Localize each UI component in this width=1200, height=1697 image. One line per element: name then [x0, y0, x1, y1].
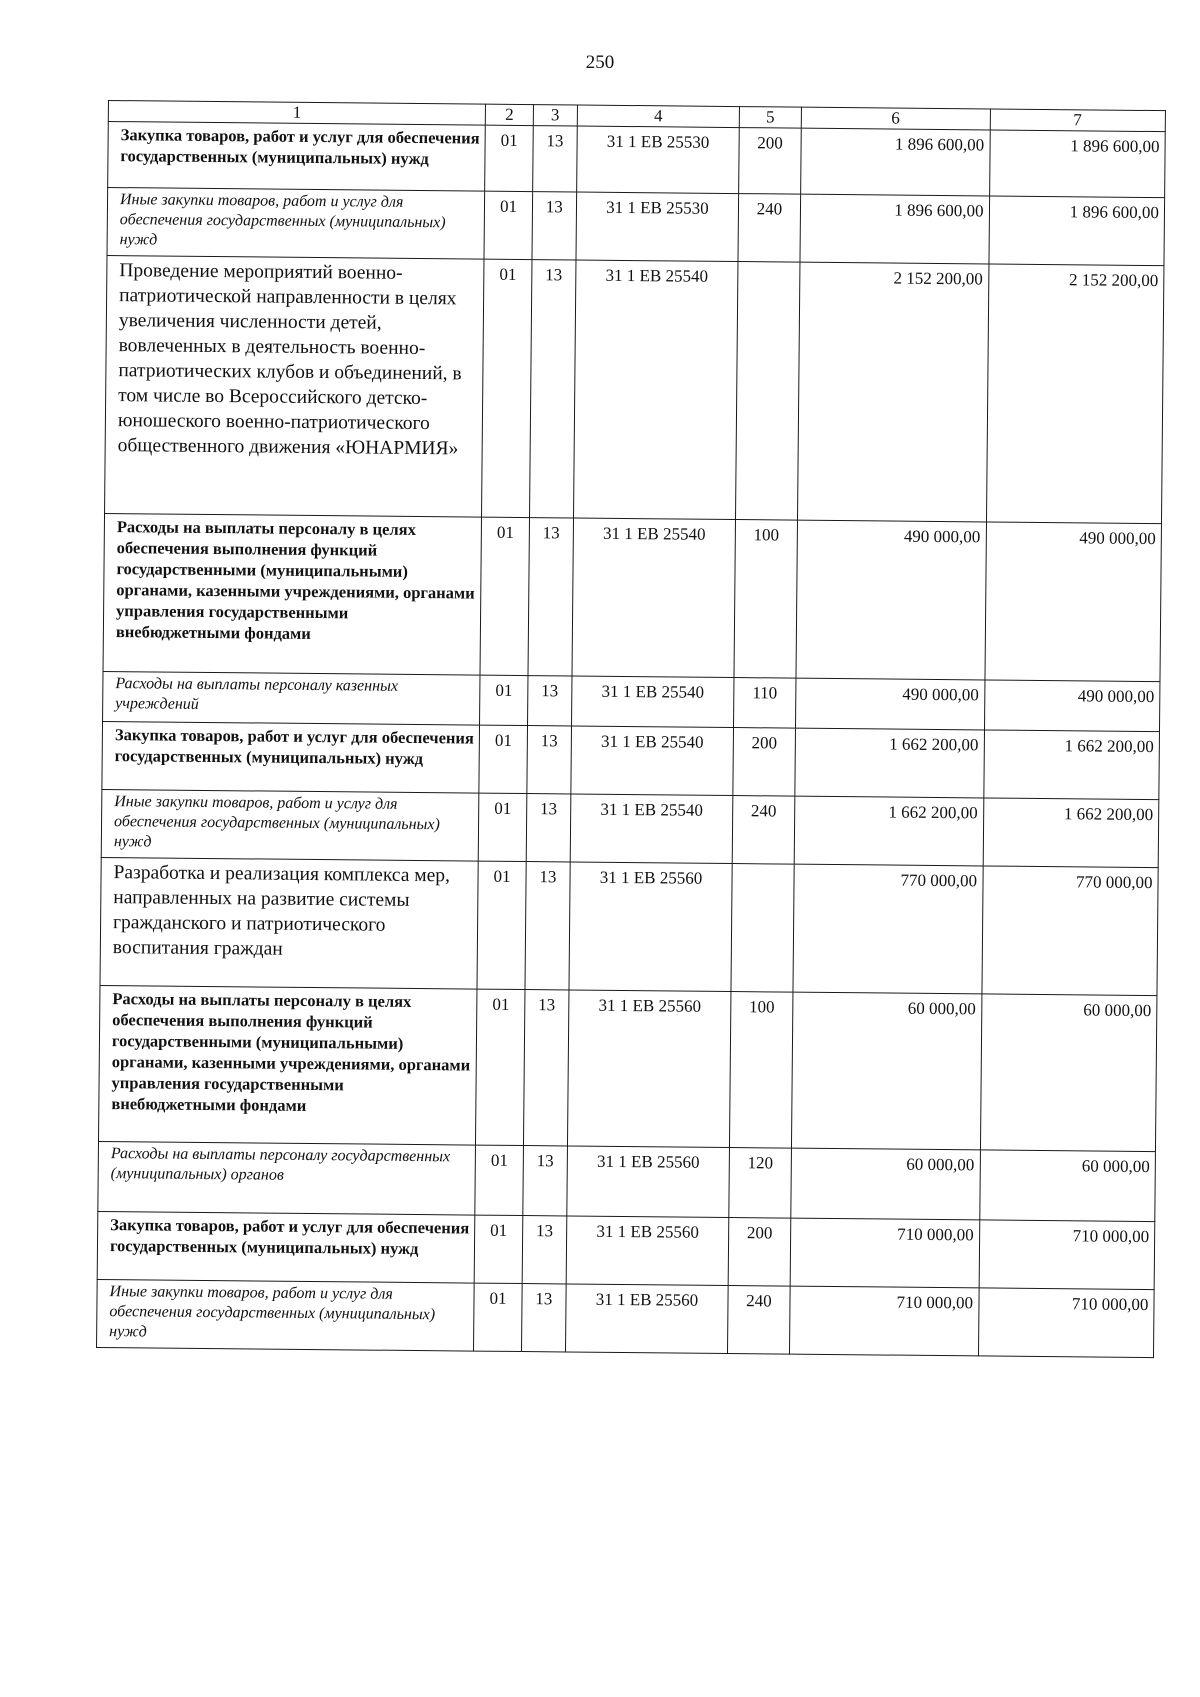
row-expense-type: 110	[734, 678, 796, 729]
row-name: Расходы на выплаты персоналу в целях обеспечения выполнения функций государственными (муниципальными) органами, казенными учреждениями, органами управления государственными внебюджетными фондами	[103, 513, 482, 675]
row-subsection: 13	[525, 862, 570, 990]
header-col-3: 3	[533, 105, 577, 126]
row-amount-total: 1 662 200,00	[983, 798, 1159, 868]
table-row	[99, 985, 1157, 1151]
row-amount-plan: 2 152 200,00	[797, 262, 988, 522]
row-target-article: 31 1 ЕВ 25540	[571, 676, 734, 728]
row-amount-plan: 710 000,00	[790, 1218, 979, 1288]
row-name: Закупка товаров, работ и услуг для обеспечения государственных (муниципальных) нужд	[108, 122, 486, 192]
row-subsection: 13	[532, 192, 577, 260]
table-row	[97, 1211, 1155, 1289]
row-amount-total: 60 000,00	[980, 994, 1157, 1152]
row-amount-plan: 1 896 600,00	[800, 128, 989, 196]
row-amount-plan: 60 000,00	[791, 1148, 980, 1220]
row-section: 01	[476, 989, 525, 1145]
row-amount-total: 2 152 200,00	[986, 264, 1164, 524]
row-amount-plan: 1 662 200,00	[795, 728, 984, 798]
row-subsection: 13	[522, 1216, 567, 1284]
row-name: Расходы на выплаты персоналу в целях обеспечения выполнения функций государственными (муниципальными) органами, казенными учреждениями, органами управления государственными внебюджетными фондами	[99, 985, 478, 1145]
row-amount-total: 1 896 600,00	[989, 130, 1165, 198]
row-amount-plan: 770 000,00	[793, 864, 983, 994]
table-row	[98, 1141, 1156, 1221]
row-subsection: 13	[532, 126, 577, 192]
row-name: Разработка и реализация комплекса мер, направленных на развитие системы гражданского и патриотического воспитания граждан	[100, 857, 479, 989]
table-row	[102, 721, 1160, 799]
row-name: Иные закупки товаров, работ и услуг для обеспечения государственных (муниципальных) нужд	[107, 188, 485, 260]
budget-table	[96, 100, 1166, 1358]
row-target-article: 31 1 ЕВ 25560	[565, 1284, 728, 1354]
row-section: 01	[479, 793, 527, 861]
row-subsection: 13	[523, 1146, 568, 1216]
header-col-4: 4	[577, 105, 739, 128]
row-name: Иные закупки товаров, работ и услуг для обеспечения государственных (муниципальных) нужд	[97, 1279, 475, 1351]
header-col-5: 5	[739, 107, 801, 129]
row-amount-total: 710 000,00	[978, 1288, 1154, 1358]
row-subsection: 13	[527, 676, 572, 726]
header-col-7: 7	[990, 109, 1166, 132]
header-col-2: 2	[486, 104, 534, 125]
row-target-article: 31 1 ЕВ 25540	[573, 260, 738, 520]
row-name: Проведение мероприятий военно-патриотической направленности в целях увеличения численности детей, вовлеченных в деятельность военно-патриотических клубов и объединений, в том числе во Всероссийского детско-юношеского военно-патриотического общественного движения «ЮНАРМИЯ»	[105, 255, 485, 517]
row-name: Расходы на выплаты персоналу государственных (муниципальных) органов	[98, 1141, 476, 1215]
row-expense-type	[731, 864, 794, 993]
row-name: Закупка товаров, работ и услуг для обеспечения государственных (муниципальных) нужд	[97, 1211, 475, 1283]
row-amount-plan: 1 662 200,00	[794, 796, 983, 866]
page-number: 250	[585, 52, 615, 73]
row-name: Закупка товаров, работ и услуг для обеспечения государственных (муниципальных) нужд	[102, 721, 480, 793]
row-expense-type: 240	[732, 796, 794, 865]
row-target-article: 31 1 ЕВ 25540	[571, 726, 734, 796]
table-row	[97, 1279, 1155, 1357]
row-section: 01	[479, 725, 527, 793]
row-amount-total: 60 000,00	[979, 1150, 1155, 1222]
row-target-article: 31 1 ЕВ 25560	[569, 862, 732, 992]
row-subsection: 13	[523, 990, 569, 1146]
row-expense-type: 200	[733, 728, 795, 797]
row-amount-total: 1 896 600,00	[988, 196, 1164, 266]
row-subsection: 13	[521, 1284, 566, 1352]
row-expense-type: 120	[729, 1148, 791, 1219]
row-expense-type: 200	[739, 128, 801, 195]
row-amount-plan: 1 896 600,00	[800, 194, 989, 264]
row-target-article: 31 1 ЕВ 25560	[567, 990, 731, 1148]
row-expense-type: 200	[728, 1218, 790, 1287]
row-target-article: 31 1 ЕВ 25540	[572, 518, 736, 678]
row-target-article: 31 1 ЕВ 25530	[577, 126, 740, 194]
row-section: 01	[474, 1283, 522, 1351]
row-subsection: 13	[526, 794, 571, 862]
row-subsection: 13	[528, 518, 574, 676]
row-section: 01	[482, 259, 532, 517]
header-col-1: 1	[108, 101, 486, 126]
table-row	[103, 513, 1161, 681]
row-amount-total: 770 000,00	[981, 866, 1158, 996]
row-target-article: 31 1 ЕВ 25560	[566, 1216, 729, 1286]
row-section: 01	[480, 675, 528, 725]
row-target-article: 31 1 ЕВ 25530	[576, 192, 739, 262]
row-expense-type: 240	[728, 1286, 790, 1355]
row-section: 01	[480, 517, 529, 675]
row-amount-plan: 60 000,00	[791, 992, 981, 1150]
table-row	[100, 857, 1158, 995]
table-row	[107, 188, 1165, 266]
row-section: 01	[484, 191, 532, 259]
row-amount-total: 1 662 200,00	[983, 730, 1159, 800]
row-name: Расходы на выплаты персоналу казенных учреждений	[103, 671, 481, 725]
row-expense-type: 240	[738, 194, 800, 263]
row-subsection: 13	[527, 726, 572, 794]
row-amount-plan: 490 000,00	[796, 520, 986, 680]
row-amount-total: 490 000,00	[984, 522, 1161, 682]
row-amount-plan: 490 000,00	[795, 678, 984, 730]
table-row	[101, 789, 1159, 867]
row-amount-total: 490 000,00	[984, 680, 1160, 732]
row-subsection: 13	[529, 260, 576, 518]
header-col-6: 6	[801, 107, 990, 130]
row-name: Иные закупки товаров, работ и услуг для обеспечения государственных (муниципальных) нужд	[101, 789, 479, 861]
row-section: 01	[475, 1145, 523, 1215]
row-amount-total: 710 000,00	[979, 1220, 1155, 1290]
table-row	[108, 122, 1166, 198]
row-expense-type: 100	[734, 520, 797, 679]
row-section: 01	[474, 1215, 522, 1283]
row-amount-plan: 710 000,00	[789, 1286, 978, 1356]
table-row	[105, 255, 1164, 523]
row-target-article: 31 1 ЕВ 25540	[570, 794, 733, 864]
row-target-article: 31 1 ЕВ 25560	[567, 1146, 730, 1218]
row-section: 01	[485, 125, 533, 191]
row-section: 01	[477, 861, 526, 989]
row-expense-type: 100	[730, 992, 793, 1149]
row-expense-type	[736, 262, 800, 521]
